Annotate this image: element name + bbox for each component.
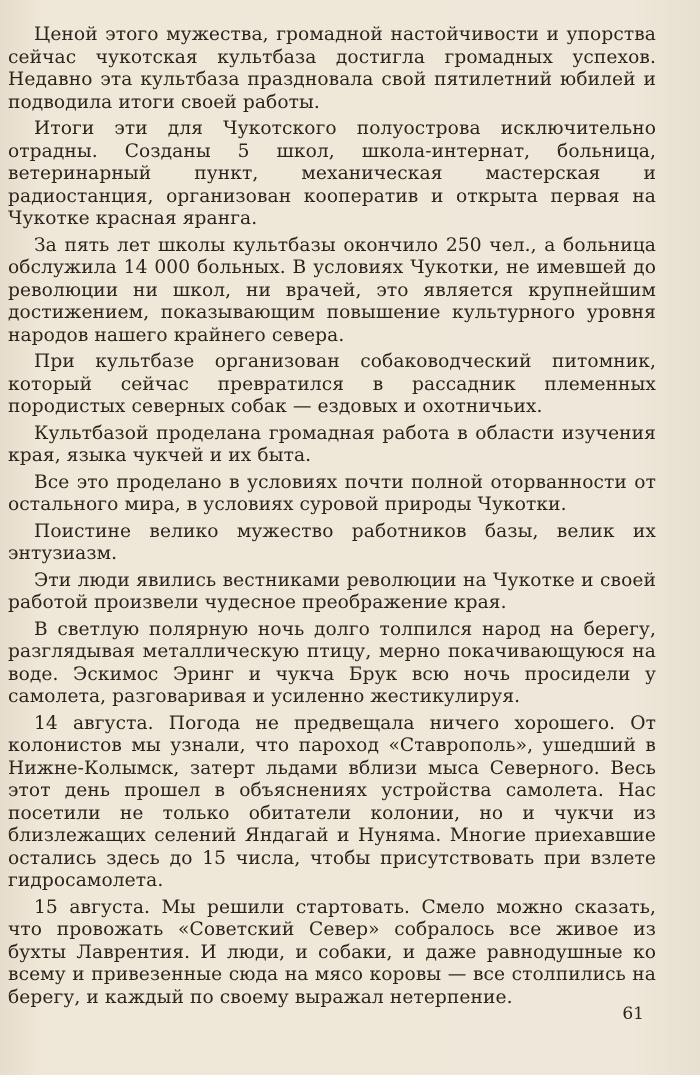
paragraph: Культбазой проделана громадная работа в области изучения края, языка чукчей и их быта.: [8, 422, 656, 466]
body-text: [8, 24, 656, 1009]
paragraph: 14 августа. Погода не предвещала ничего хорошего. От колонистов мы узнали, что пароход «Ставрополь», ушедший в Нижне-Колымск, затерт льдами вблизи мыса Северного. Весь этот день прошел в объяснениях устройства самолета. Нас посетили не только обитатели колонии, но и чукчи из близлежащих селений Яндагай и Нунямa. Многие приехавшие остались здесь до 15 числа, чтобы присутствовать при взлете гидросамолета.: [8, 712, 656, 891]
paragraph: Поистине велико мужество работников базы, велик их энтузиазм.: [8, 520, 656, 564]
paragraph: Итоги эти для Чукотского полуострова исключительно отрадны. Созданы 5 школ, школа-интернат, больница, ветеринарный пункт, механическая мастерская и радиостанция, организован кооператив и открыта первая на Чукотке красная яранга.: [8, 118, 656, 229]
paragraph: Все это проделано в условиях почти полной оторванности от остального мира, в условиях суровой природы Чукотки.: [8, 471, 656, 515]
paragraph: Эти люди явились вестниками революции на Чукотке и своей работой произвели чудесное преображение края.: [8, 569, 656, 613]
paragraph: Ценой этого мужества, громадной настойчивости и упорства сейчас чукотская культбаза достигла громадных успехов. Недавно эта культбаза праздновала свой пятилетний юбилей и подводила итоги своей работы.: [8, 24, 656, 113]
paragraph: В светлую полярную ночь долго толпился народ на берегу, разглядывая металлическую птицу, мерно покачивающуюся на воде. Эскимос Эринг и чукча Брук всю ночь просидели у самолета, разговаривая и усиленно жестикулируя.: [8, 618, 656, 707]
paragraph: При культбазе организован собаководческий питомник, который сейчас превратился в рассадник племенных породистых северных собак — ездовых и охотничьих.: [8, 351, 656, 417]
paragraph: 15 августа. Мы решили стартовать. Смело можно сказать, что провожать «Советский Север» собралось все живое из бухты Лаврентия. И люди, и собаки, и даже равнодушные ко всему и привезенные сюда на мясо коровы — все столпились на берегу, и каждый по своему выражал нетерпение.: [8, 896, 656, 1008]
paragraph: За пять лет школы культбазы окончило 250 чел., а больница обслужила 14 000 больных. В условиях Чукотки, не имевшей до революции ни школ, ни врачей, это является крупнейшим достижением, показывающим повышение культурного уровня народов нашего крайнего севера.: [8, 234, 656, 346]
page-number: 61: [622, 1004, 644, 1024]
